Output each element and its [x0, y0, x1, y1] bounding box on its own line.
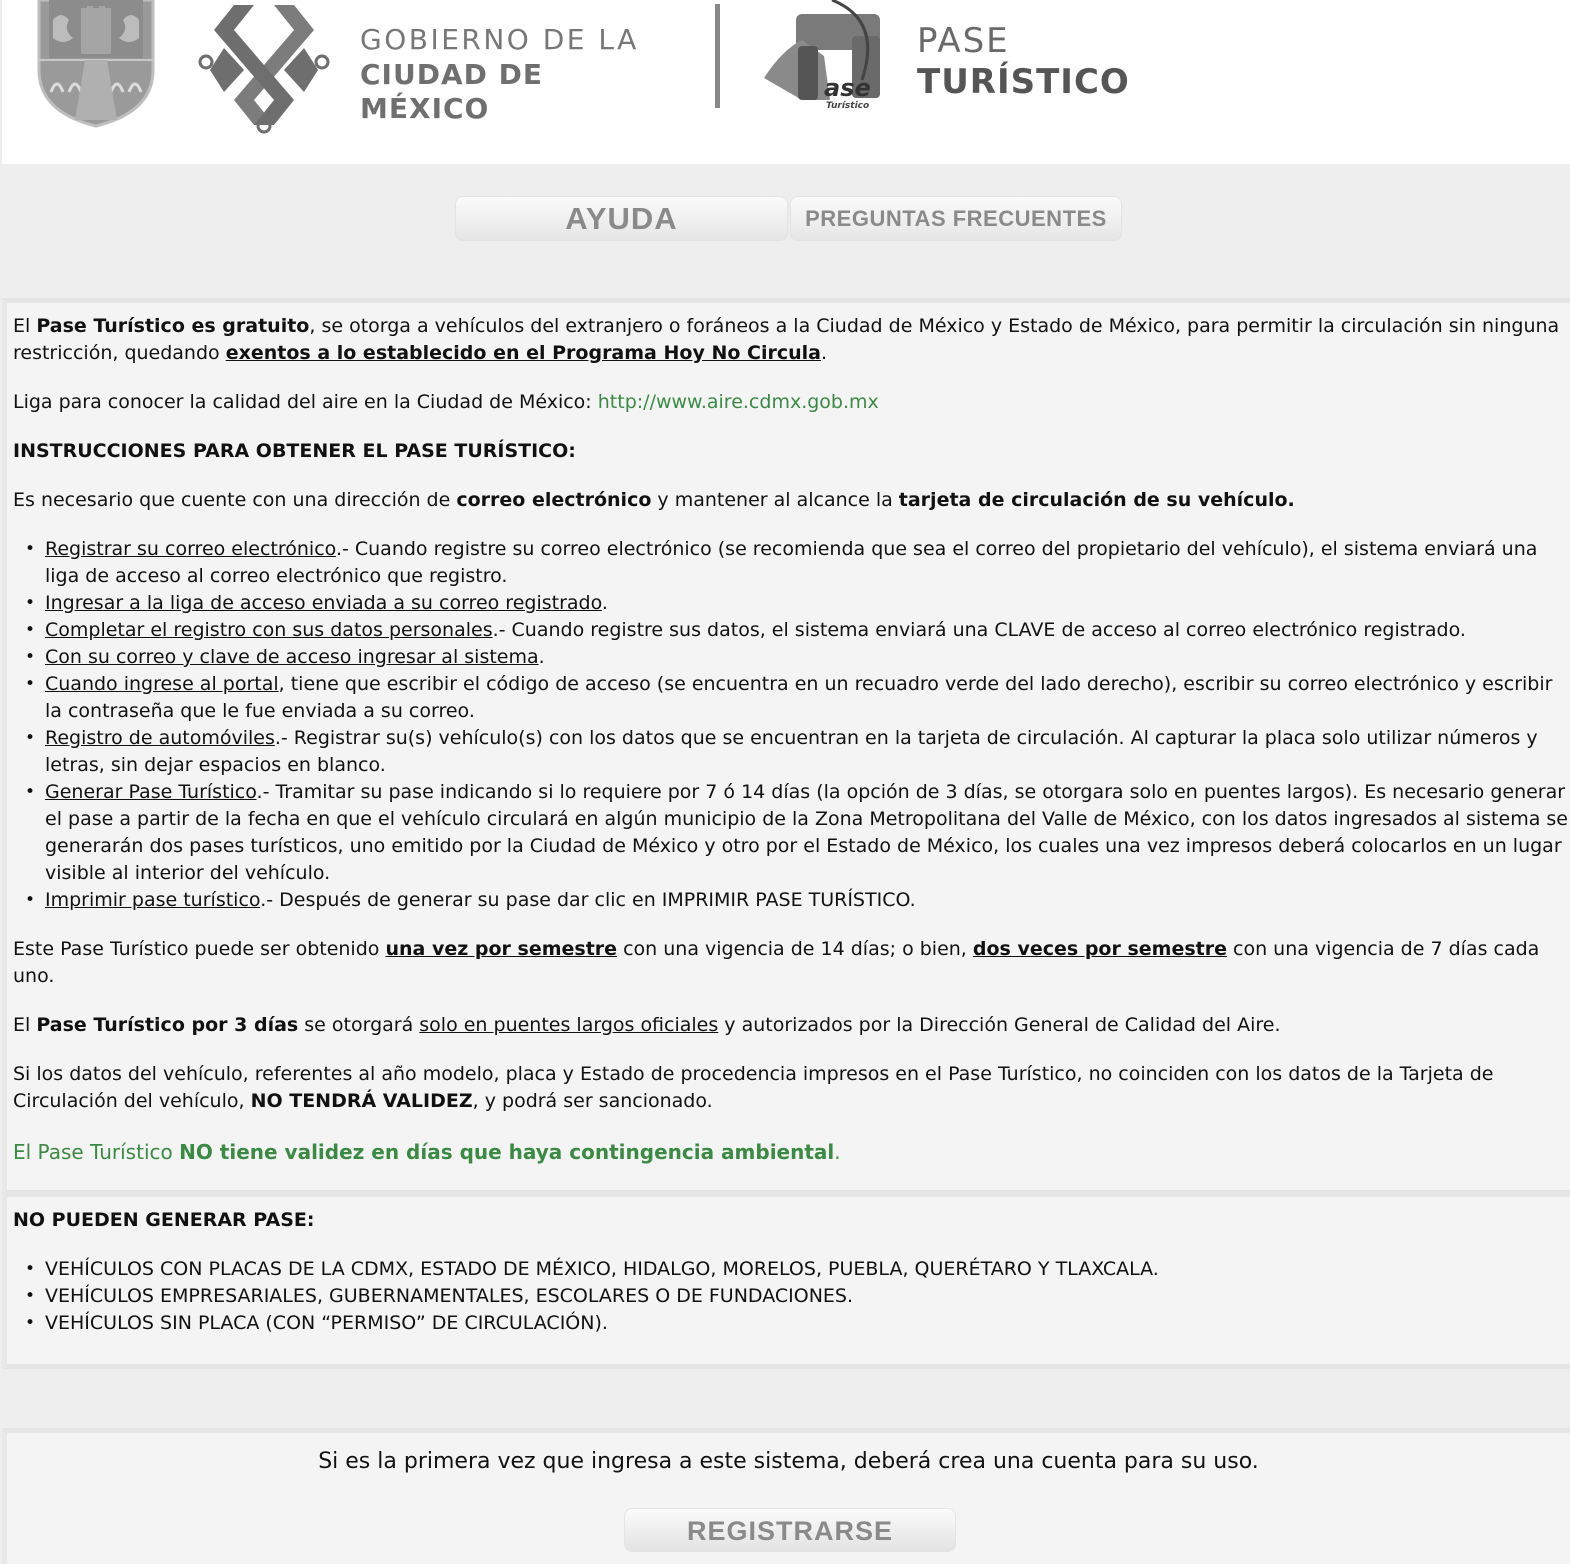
- cdmx-shield-icon: [35, 0, 157, 128]
- restrictions-heading: NO PUEDEN GENERAR PASE:: [13, 1209, 315, 1231]
- free-pass-emphasis: Pase Turístico es gratuito: [36, 315, 310, 337]
- svg-text:Turístico: Turístico: [826, 101, 870, 111]
- step-register-email: • Registrar su correo electrónico.- Cuando registre su correo electrónico (se recomienda que sea el correo del propietario del vehículo), el sistema enviará una liga de acceso al correo electrónico que registro.: [13, 536, 1570, 590]
- step-complete-registration: • Completar el registro con sus datos personales.- Cuando registre sus datos, el sistema enviará una CLAVE de acceso al correo electrónico registrado.: [13, 617, 1570, 644]
- register-message: Si es la primera vez que ingresa a este sistema, deberá crea una cuenta para su uso.: [318, 1449, 1259, 1474]
- step-link[interactable]: Con su correo y clave de acceso ingresar al sistema: [45, 646, 539, 668]
- step-link[interactable]: Registrar su correo electrónico: [45, 538, 336, 560]
- step-access-link: • Ingresar a la liga de acceso enviada a su correo registrado.: [13, 590, 1570, 617]
- step-login: • Con su correo y clave de acceso ingresar al sistema.: [13, 644, 1570, 671]
- gov-line-1: GOBIERNO DE LA: [360, 23, 639, 56]
- step-generate-pass: • Generar Pase Turístico.- Tramitar su pase indicando si lo requiere por 7 ó 14 días (la opción de 3 días, se otorgara solo en puentes largos). Es necesario generar el pase a partir de la fecha en que el vehículo circulará en algún municipio de la Zona Metropolitana del Valle de México, con los datos ingresados al sistema se generarán dos pases turísticos, uno emitido por la Ciudad de México y otro por el Estado de México, los cuales una vez impresos deberá colocarlos en un lugar visible al interior del vehículo.: [13, 779, 1570, 887]
- step-link[interactable]: Ingresar a la liga de acceso enviada a su correo registrado: [45, 592, 602, 614]
- pase-turistico-logo-icon: [762, 0, 887, 112]
- pase-turistico-title: [917, 20, 1130, 102]
- svg-text:ase: ase: [824, 74, 871, 102]
- restriction-item: • VEHÍCULOS EMPRESARIALES, GUBERNAMENTALES, ESCOLARES O DE FUNDACIONES.: [13, 1283, 1570, 1310]
- info-panel: [2, 298, 1570, 1195]
- register-button[interactable]: REGISTRARSE: [624, 1508, 956, 1552]
- restriction-item: • VEHÍCULOS CON PLACAS DE LA CDMX, ESTADO DE MÉXICO, HIDALGO, MORELOS, PUEBLA, QUERÉTARO Y TLAXCALA.: [13, 1256, 1570, 1283]
- step-print-pass: • Imprimir pase turístico.- Después de generar su pase dar clic en IMPRIMIR PASE TURÍSTICO.: [13, 887, 1570, 914]
- step-link[interactable]: Cuando ingrese al portal: [45, 673, 279, 695]
- restrictions-panel: [2, 1192, 1570, 1369]
- requirement-paragraph: Es necesario que cuente con una dirección de correo electrónico y mantener al alcance la tarjeta de circulación de su vehículo.: [13, 489, 1295, 511]
- three-days-paragraph: El Pase Turístico por 3 días se otorgará solo en puentes largos oficiales y autorizados por la Dirección General de Calidad del Aire.: [13, 1014, 1281, 1036]
- pase-line-2: TURÍSTICO: [917, 62, 1130, 102]
- air-quality-link[interactable]: http://www.aire.cdmx.gob.mx: [597, 391, 879, 413]
- faq-button[interactable]: PREGUNTAS FRECUENTES: [790, 196, 1122, 240]
- step-register-vehicles: • Registro de automóviles.- Registrar su(s) vehículo(s) con los datos que se encuentran en la tarjeta de circulación. Al capturar la placa solo utilizar números y letras, sin dejar espacios en blanco.: [13, 725, 1570, 779]
- air-quality-paragraph: Liga para conocer la calidad del aire en la Ciudad de México: http://www.aire.cdmx.gob.mx: [13, 391, 879, 413]
- step-link[interactable]: Completar el registro con sus datos personales: [45, 619, 493, 641]
- contingency-warning: El Pase Turístico NO tiene validez en días que haya contingencia ambiental.: [13, 1140, 841, 1164]
- intro-paragraph: El Pase Turístico es gratuito, se otorga a vehículos del extranjero o foráneos a la Ciudad de México y Estado de México, para permitir la circulación sin ninguna restricción, quedando exentos a lo establecido en el Programa Hoy No Circula.: [13, 315, 1560, 364]
- hoy-no-circula-exemption: exentos a lo establecido en el Programa Hoy No Circula: [225, 342, 821, 364]
- register-panel: [2, 1428, 1570, 1564]
- step-link[interactable]: Generar Pase Turístico: [45, 781, 257, 803]
- restrictions-list: [13, 1256, 1570, 1337]
- step-link[interactable]: Imprimir pase turístico: [45, 889, 261, 911]
- government-name: [360, 22, 680, 126]
- ayuda-button[interactable]: AYUDA: [455, 196, 788, 240]
- gov-line-2: CIUDAD DE MÉXICO: [360, 58, 543, 125]
- header-divider: [715, 4, 720, 108]
- site-header: [2, 0, 1570, 164]
- help-nav: [455, 196, 1122, 241]
- instructions-heading: INSTRUCCIONES PARA OBTENER EL PASE TURÍSTICO:: [13, 440, 576, 462]
- step-link[interactable]: Registro de automóviles: [45, 727, 275, 749]
- cdmx-knot-logo-icon: [194, 0, 334, 140]
- semester-paragraph: Este Pase Turístico puede ser obtenido una vez por semestre con una vigencia de 14 días; o bien, dos veces por semestre con una vigencia de 7 días cada uno.: [13, 938, 1540, 987]
- step-portal: • Cuando ingrese al portal, tiene que escribir el código de acceso (se encuentra en un recuadro verde del lado derecho), escribir su correo electrónico y escribir la contraseña que le fue enviada a su correo.: [13, 671, 1570, 725]
- validity-paragraph: Si los datos del vehículo, referentes al año modelo, placa y Estado de procedencia impresos en el Pase Turístico, no coinciden con los datos de la Tarjeta de Circulación del vehículo, NO TENDRÁ VALIDEZ, y podrá ser sancionado.: [13, 1063, 1494, 1112]
- restriction-item: • VEHÍCULOS SIN PLACA (CON “PERMISO” DE CIRCULACIÓN).: [13, 1310, 1570, 1337]
- pase-line-1: PASE: [917, 21, 1010, 61]
- instruction-steps: [13, 536, 1570, 914]
